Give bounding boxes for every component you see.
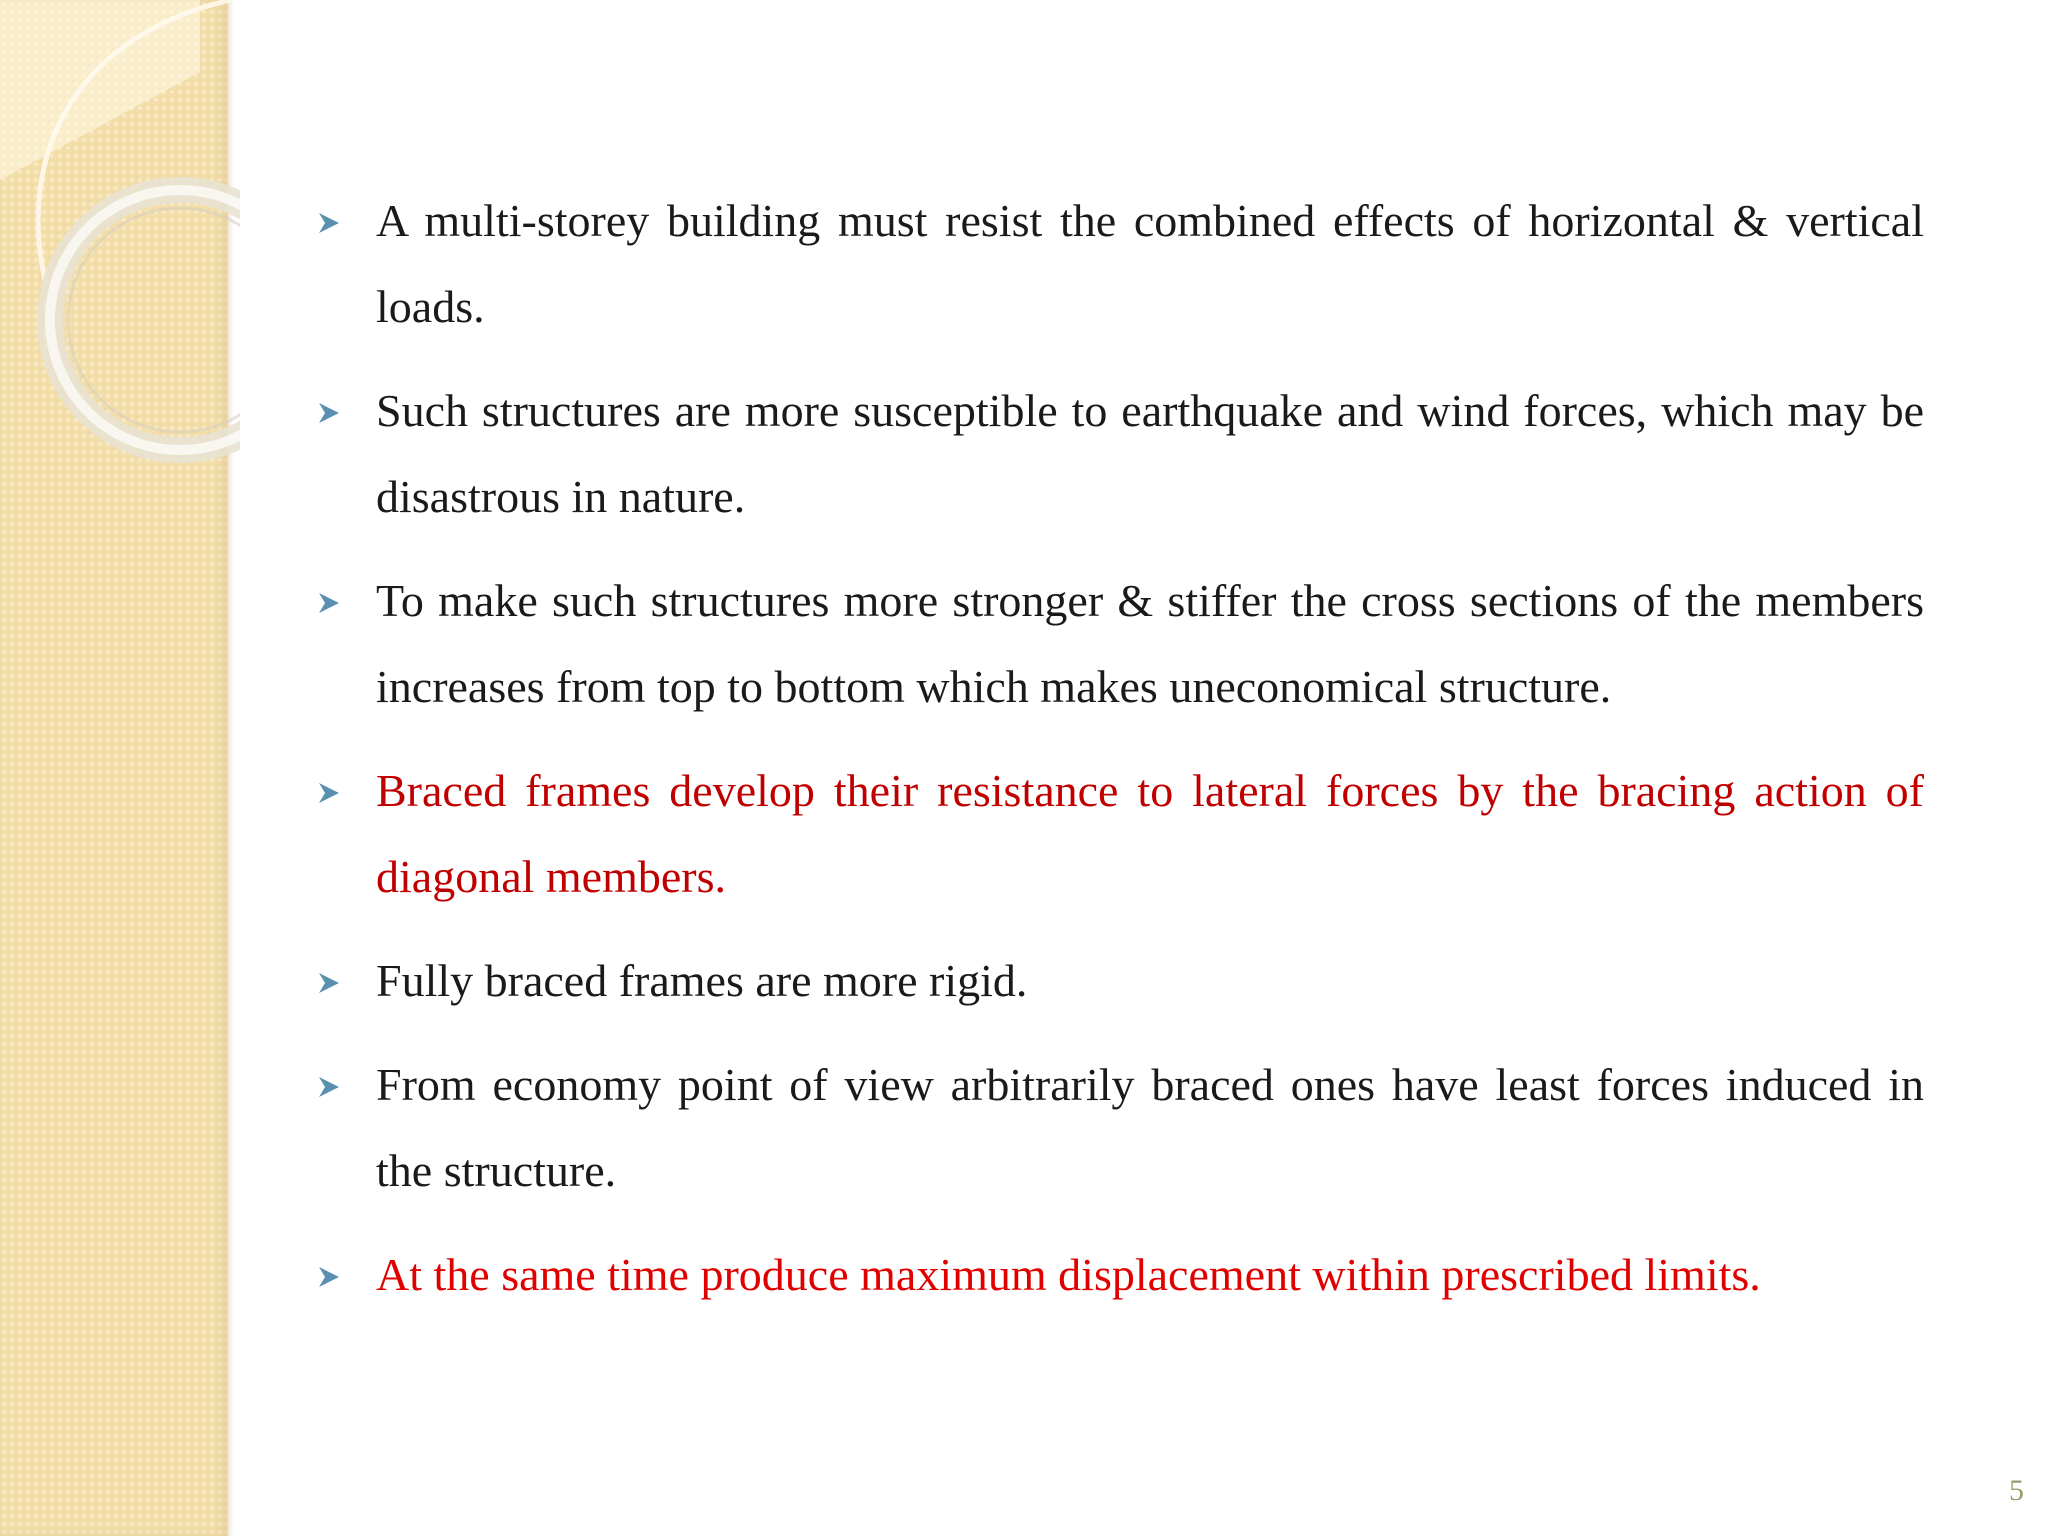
- list-item: [316, 178, 1924, 350]
- bullet-text-highlighted: At the same time produce maximum displacement within prescribed limits.: [376, 1249, 1761, 1300]
- bullet-list: [316, 178, 1924, 1336]
- bullet-text: Fully braced frames are more rigid.: [376, 955, 1028, 1006]
- list-item: [316, 938, 1924, 1024]
- arrowhead-bullet-icon: [316, 1232, 376, 1318]
- list-item: [316, 1232, 1924, 1318]
- bullet-text: Such structures are more susceptible to earthquake and wind forces, which may be disastrous in nature.: [376, 385, 1924, 522]
- arrowhead-bullet-icon: [316, 178, 376, 264]
- arrowhead-bullet-icon: [316, 748, 376, 834]
- bullet-text: From economy point of view arbitrarily braced ones have least forces induced in the structure.: [376, 1059, 1924, 1196]
- page-number: 5: [2009, 1474, 2024, 1507]
- list-item: [316, 368, 1924, 540]
- arrowhead-bullet-icon: [316, 368, 376, 454]
- bullet-text: A multi-storey building must resist the combined effects of horizontal & vertical loads.: [376, 195, 1924, 332]
- list-item: [316, 1042, 1924, 1214]
- list-item: [316, 558, 1924, 730]
- bullet-text: To make such structures more stronger & stiffer the cross sections of the members increases from top to bottom which makes uneconomical structure.: [376, 575, 1924, 712]
- decorative-rings-icon: [0, 0, 240, 520]
- arrowhead-bullet-icon: [316, 1042, 376, 1128]
- arrowhead-bullet-icon: [316, 938, 376, 1024]
- arrowhead-bullet-icon: [316, 558, 376, 644]
- bullet-text-highlighted: Braced frames develop their resistance to lateral forces by the bracing action of diagonal members.: [376, 765, 1924, 902]
- list-item: [316, 748, 1924, 920]
